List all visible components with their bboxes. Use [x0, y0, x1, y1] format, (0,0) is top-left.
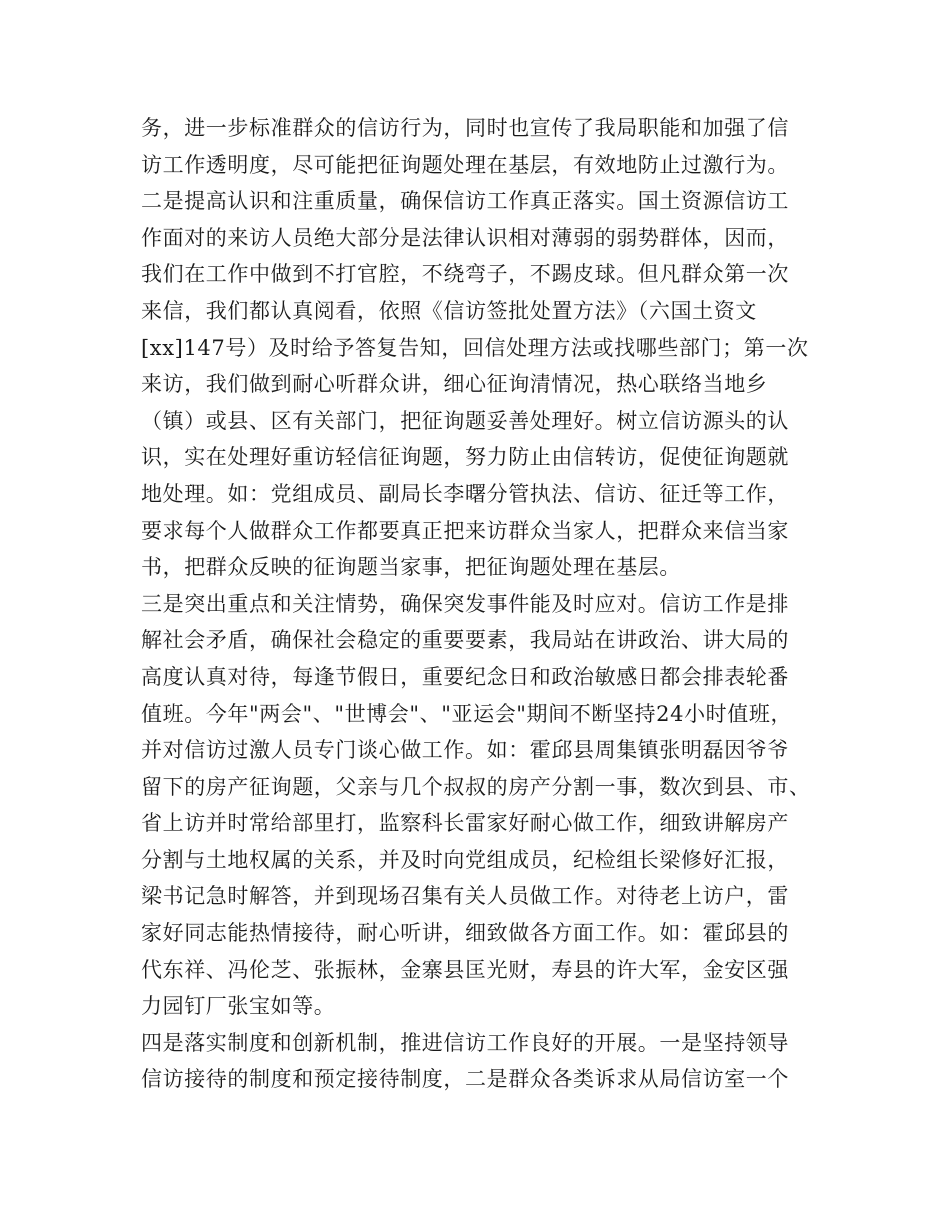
text-line: 识，实在处理好重访轻信征询题，努力防止由信转访，促使征询题就	[141, 445, 789, 470]
text-line: 来信，我们都认真阅看，依照《信访签批处置方法》（六国土资文	[141, 298, 757, 323]
text-line: 并对信访过激人员专门谈心做工作。如：霍邱县周集镇张明磊因爷爷	[141, 738, 789, 763]
text-line: 高度认真对待，每逢节假日，重要纪念日和政治敏感日都会排表轮番	[141, 664, 789, 689]
text-line: 作面对的来访人员绝大部分是法律认识相对薄弱的弱势群体，因而，	[141, 225, 789, 250]
text-line: 代东祥、冯伦芝、张振林，金寨县匡光财，寿县的许大军，金安区强	[141, 957, 789, 982]
text-line: 务，进一步标准群众的信访行为，同时也宣传了我局职能和加强了信	[141, 116, 789, 140]
paragraph-3	[141, 586, 821, 1025]
text-line: 地处理。如：党组成员、副局长李曙分管执法、信访、征迁等工作，	[141, 481, 789, 506]
text-line: 来访，我们做到耐心听群众讲，细心征询清情况，热心联络当地乡	[141, 372, 768, 397]
document-body	[141, 110, 821, 1098]
text-line: 值班。今年"两会"、"世博会"、"亚运会"期间不断坚持24小时值班，	[141, 701, 793, 726]
text-line: 力园钉厂张宝如等。	[141, 994, 336, 1019]
text-line: [xx]147号）及时给予答复告知，回信处理方法或找哪些部门；第一次	[141, 335, 809, 360]
text-line: 省上访并时常给部里打，监察科长雷家好耐心做工作，细致讲解房产	[141, 811, 789, 836]
text-line: 四是落实制度和创新机制，推进信访工作良好的开展。一是坚持领导	[141, 1030, 789, 1055]
text-line: 书，把群众反映的征询题当家事，把征询题处理在基层。	[141, 555, 681, 580]
text-line: 我们在工作中做到不打官腔，不绕弯子，不踢皮球。但凡群众第一次	[141, 262, 789, 287]
text-line: 三是突出重点和关注情势，确保突发事件能及时应对。信访工作是排	[141, 591, 789, 616]
text-line: 访工作透明度，尽可能把征询题处理在基层，有效地防止过激行为。	[141, 152, 789, 177]
text-line: 梁书记急时解答，并到现场召集有关人员做工作。对待老上访户，雷	[141, 884, 789, 909]
text-line: 家好同志能热情接待，耐心听讲，细致做各方面工作。如：霍邱县的	[141, 921, 789, 946]
paragraph-4	[141, 1025, 821, 1098]
paragraph-1	[141, 110, 821, 183]
paragraph-2	[141, 183, 821, 586]
text-line: 分割与土地权属的关系，并及时向党组成员，纪检组长梁修好汇报，	[141, 847, 789, 872]
text-line: 二是提高认识和注重质量，确保信访工作真正落实。国土资源信访工	[141, 189, 789, 214]
text-line: 留下的房产征询题，父亲与几个叔叔的房产分割一事，数次到县、市、	[141, 774, 811, 799]
text-line: 解社会矛盾，确保社会稳定的重要要素，我局站在讲政治、讲大局的	[141, 628, 789, 653]
text-line: 信访接待的制度和预定接待制度，二是群众各类诉求从局信访室一个	[141, 1067, 789, 1092]
text-line: 要求每个人做群众工作都要真正把来访群众当家人，把群众来信当家	[141, 518, 789, 543]
text-line: （镇）或县、区有关部门，把征询题妥善处理好。树立信访源头的认	[141, 408, 789, 433]
